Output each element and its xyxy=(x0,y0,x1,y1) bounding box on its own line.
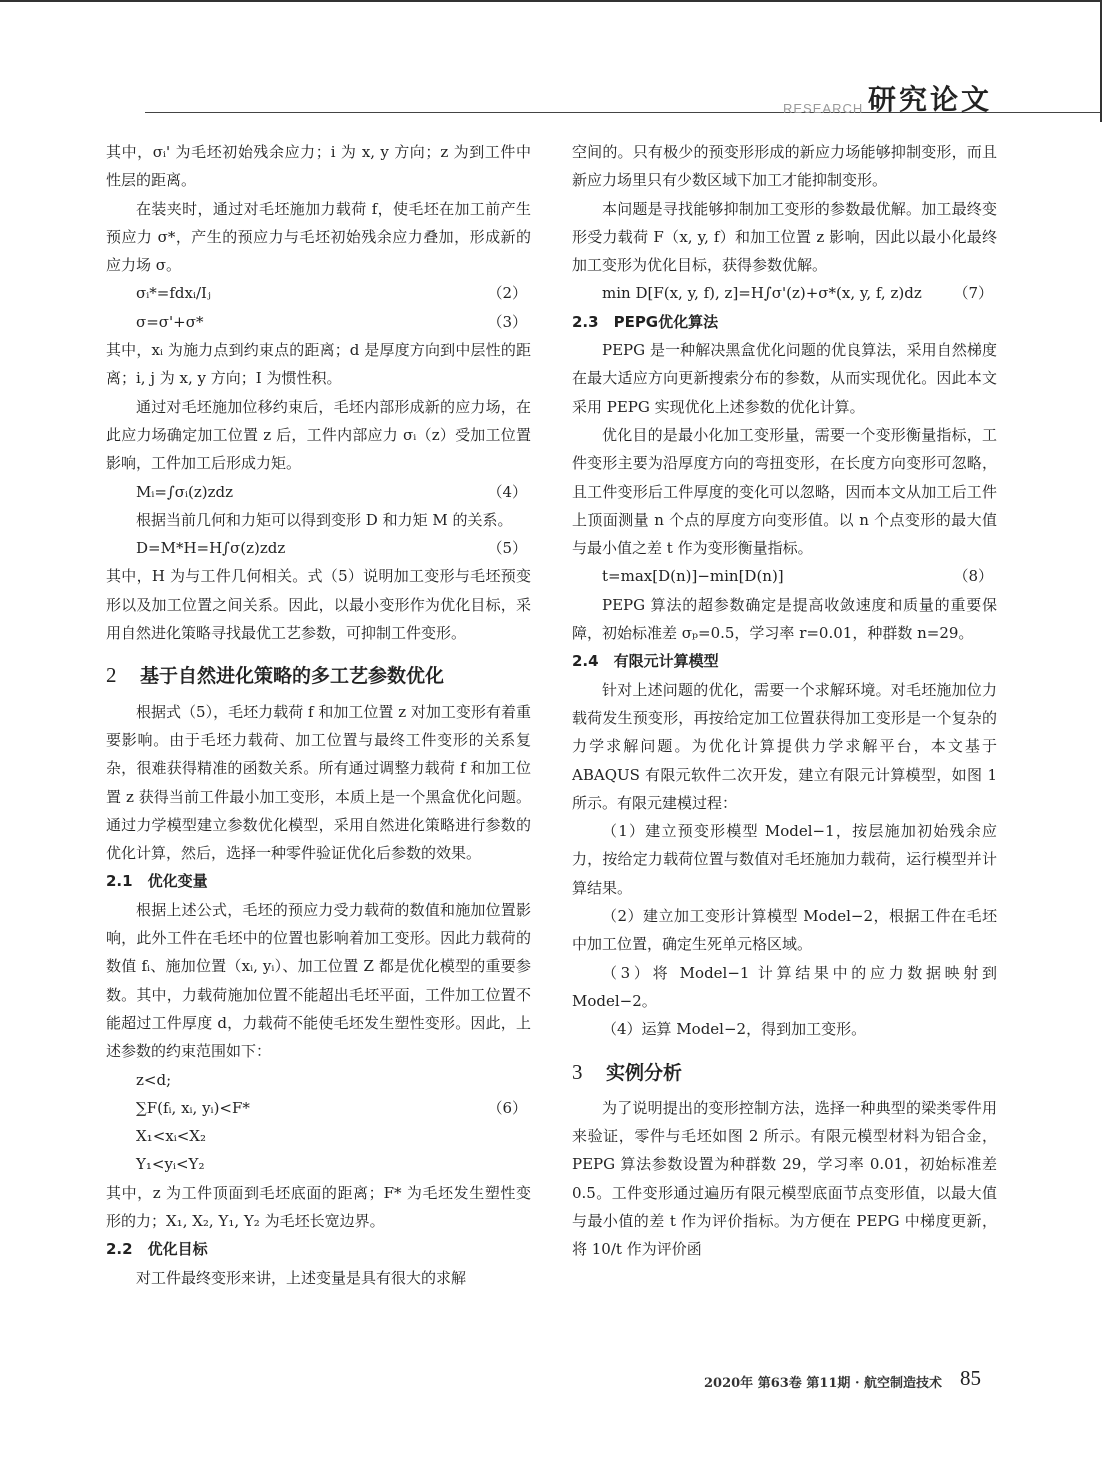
equation-body: σᵢ*=fdxᵢ/Iⱼ xyxy=(136,284,211,303)
paragraph: 在装夹时，通过对毛坯施加力载荷 f，使毛坯在加工前产生预应力 σ*，产生的预应力与毛坯初始残余应力叠加，形成新的应力场 σ。 xyxy=(106,199,531,275)
subsection-heading: 2.4 有限元计算模型 xyxy=(572,652,719,671)
paragraph: 其中，σᵢ' 为毛坯初始残余应力；i 为 x, y 方向；z 为到工件中性层的距离。 xyxy=(106,143,531,190)
paragraph: 根据当前几何和力矩可以得到变形 D 和力矩 M 的关系。 xyxy=(136,510,513,529)
equation-body: σ=σ'+σ* xyxy=(136,312,204,331)
section-number: 2 xyxy=(106,663,117,688)
paragraph: （2）建立加工变形计算模型 Model−2，根据工件在毛坯中加工位置，确定生死单元格区域。 xyxy=(572,907,997,954)
journal-footer: 2020年 第63卷 第11期 · 航空制造技术 xyxy=(704,1376,942,1391)
paragraph: 其中，H 为与工件几何相关。式（5）说明加工变形与毛坯预变形以及加工位置之间关系。因此，以最小变形作为优化目标，采用自然进化策略寻找最优工艺参数，可抑制工件变形。 xyxy=(106,567,531,643)
equation-number: （6） xyxy=(487,1098,527,1117)
equation xyxy=(106,1094,531,1122)
paragraph: PEPG 算法的超参数确定是提高收敛速度和质量的重要保障，初始标准差 σₚ=0.5，学习率 r=0.01，种群数 n=29。 xyxy=(572,595,997,643)
paragraph: 根据上述公式，毛坯的预应力受力载荷的数值和施加位置影响，此外工件在毛坯中的位置也影响着加工变形。因此力载荷的数值 fᵢ、施加位置（xᵢ, yᵢ）、加工位置 Z 都是优化模型的重要参数。其中，力载荷施加位置不能超出毛坯平面，工件加工位置不能超过工件厚度 d，力载荷不能使毛坯发生塑性变形。因此，上述参数的约束范围如下： xyxy=(106,900,531,1061)
equation-body: ∑F(fᵢ, xᵢ, yᵢ)<F* xyxy=(136,1098,250,1117)
equation xyxy=(572,279,997,307)
paragraph: （1）建立预变形模型 Model−1，按层施加初始残余应力，按给定力载荷位置与数值对毛坯施加力载荷，运行模型并计算结果。 xyxy=(572,822,997,897)
page-number: 85 xyxy=(960,1366,981,1390)
equation-number: （7） xyxy=(953,284,993,303)
paragraph: 其中，xᵢ 为施力点到约束点的距离；d 是厚度方向到中层性的距离；i, j 为 x, y 方向；I 为惯性积。 xyxy=(106,341,531,388)
equation-body: min D[F(x, y, f), z]=H∫σ'(z)+σ*(x, y, f, z)dz xyxy=(602,284,922,303)
equation-body: D=M*H=H∫σ(z)zdz xyxy=(136,539,286,558)
paragraph: 其中，z 为工件顶面到毛坯底面的距离；F* 为毛坯发生塑性变形的力；X₁, X₂, Y₁, Y₂ 为毛坯长宽边界。 xyxy=(106,1183,531,1230)
paragraph: 优化目的是最小化加工变形量，需要一个变形衡量指标，工件变形主要为沿厚度方向的弯扭变形，在长度方向变形可忽略，且工件变形后工件厚度的变化可以忽略，因而本文从加工后工件上顶面测量 n 个点的厚度方向变形值。以 n 个点变形的最大值与最小值之差 t 作为变形衡量指标。 xyxy=(572,425,997,558)
constraint-line: Y₁<yᵢ<Y₂ xyxy=(136,1155,205,1174)
paragraph: 根据式（5），毛坯力载荷 f 和加工位置 z 对加工变形有着重要影响。由于毛坯力载荷、加工位置与最终工件变形的关系复杂，很难获得精准的函数关系。所有通过调整力载荷 f 和加工位置 z 获得当前工件最小加工变形，本质上是一个黑盒优化问题。通过力学模型建立参数优化模型，采用自然进化策略进行参数的优化计算，然后，选择一种零件验证优化后参数的效果。 xyxy=(106,702,531,863)
section-heading xyxy=(106,661,531,690)
equation xyxy=(106,534,531,562)
right-column xyxy=(572,138,997,1264)
paragraph: 为了说明提出的变形控制方法，选择一种典型的梁类零件用来验证，零件与毛坯如图 2 所示。有限元模型材料为铝合金，PEPG 算法参数设置为种群数 29，学习率 0.01，初始标准差 0.5。工件变形通过遍历有限元模型底面节点变形值，以最大值与最小值的差 t 作为评价指标。为方便在 PEPG 中梯度更新，将 10/t 作为评价函 xyxy=(572,1098,997,1259)
equation xyxy=(572,562,997,590)
subsection-heading: 2.1 优化变量 xyxy=(106,872,208,891)
subsection-heading: 2.2 优化目标 xyxy=(106,1240,208,1259)
left-column xyxy=(106,138,531,1292)
section-number: 3 xyxy=(572,1059,583,1084)
paragraph: 空间的。只有极少的预变形形成的新应力场能够抑制变形，而且新应力场里只有少数区域下加工才能抑制变形。 xyxy=(572,143,997,190)
subsection-heading: 2.3 PEPG优化算法 xyxy=(572,312,719,331)
section-heading xyxy=(572,1058,997,1087)
equation-number: （5） xyxy=(487,539,527,558)
header-section-en: RESEARCH xyxy=(783,101,864,116)
equation-number: （2） xyxy=(487,284,527,303)
constraint-line: X₁<xᵢ<X₂ xyxy=(136,1127,206,1146)
paragraph: 对工件最终变形来讲，上述变量是具有很大的求解 xyxy=(136,1268,467,1287)
equation-number: （3） xyxy=(487,312,527,331)
equation-number: （8） xyxy=(953,567,993,586)
paragraph: （4）运算 Model−2，得到加工变形。 xyxy=(602,1020,867,1039)
paragraph: （3）将 Model−1 计算结果中的应力数据映射到 Model−2。 xyxy=(572,963,997,1010)
equation xyxy=(106,308,531,336)
equation-body: t=max[D(n)]−min[D(n)] xyxy=(602,567,784,586)
paragraph: PEPG 是一种解决黑盒优化问题的优良算法，采用自然梯度在最大适应方向更新搜索分布的参数，从而实现优化。因此本文采用 PEPG 实现优化上述参数的优化计算。 xyxy=(572,341,997,416)
header-section-cn: 研究论文 xyxy=(868,83,993,116)
section-title: 实例分析 xyxy=(606,1061,683,1084)
paragraph: 针对上述问题的优化，需要一个求解环境。对毛坯施加位力载荷发生预变形，再按给定加工位置获得加工变形是一个复杂的力学求解问题。为优化计算提供力学求解平台，本文基于 ABAQUS 有限元软件二次开发，建立有限元计算模型，如图 1 所示。有限元建模过程： xyxy=(572,680,997,812)
paragraph: 通过对毛坯施加位移约束后，毛坯内部形成新的应力场，在此应力场确定加工位置 z 后，工件内部应力 σᵢ（z）受加工位置影响，工件加工后形成力矩。 xyxy=(106,397,531,473)
equation xyxy=(106,279,531,307)
constraint-line: z<d; xyxy=(136,1070,172,1089)
equation-number: （4） xyxy=(487,482,527,501)
section-title: 基于自然进化策略的多工艺参数优化 xyxy=(140,665,445,688)
equation-body: Mᵢ=∫σᵢ(z)zdz xyxy=(136,482,234,501)
page-border-top xyxy=(0,0,1100,2)
equation xyxy=(106,478,531,506)
paragraph: 本问题是寻找能够抑制加工变形的参数最优解。加工最终变形受力载荷 F（x, y, f）和加工位置 z 影响，因此以最小化最终加工变形为优化目标，获得参数优解。 xyxy=(572,199,997,275)
